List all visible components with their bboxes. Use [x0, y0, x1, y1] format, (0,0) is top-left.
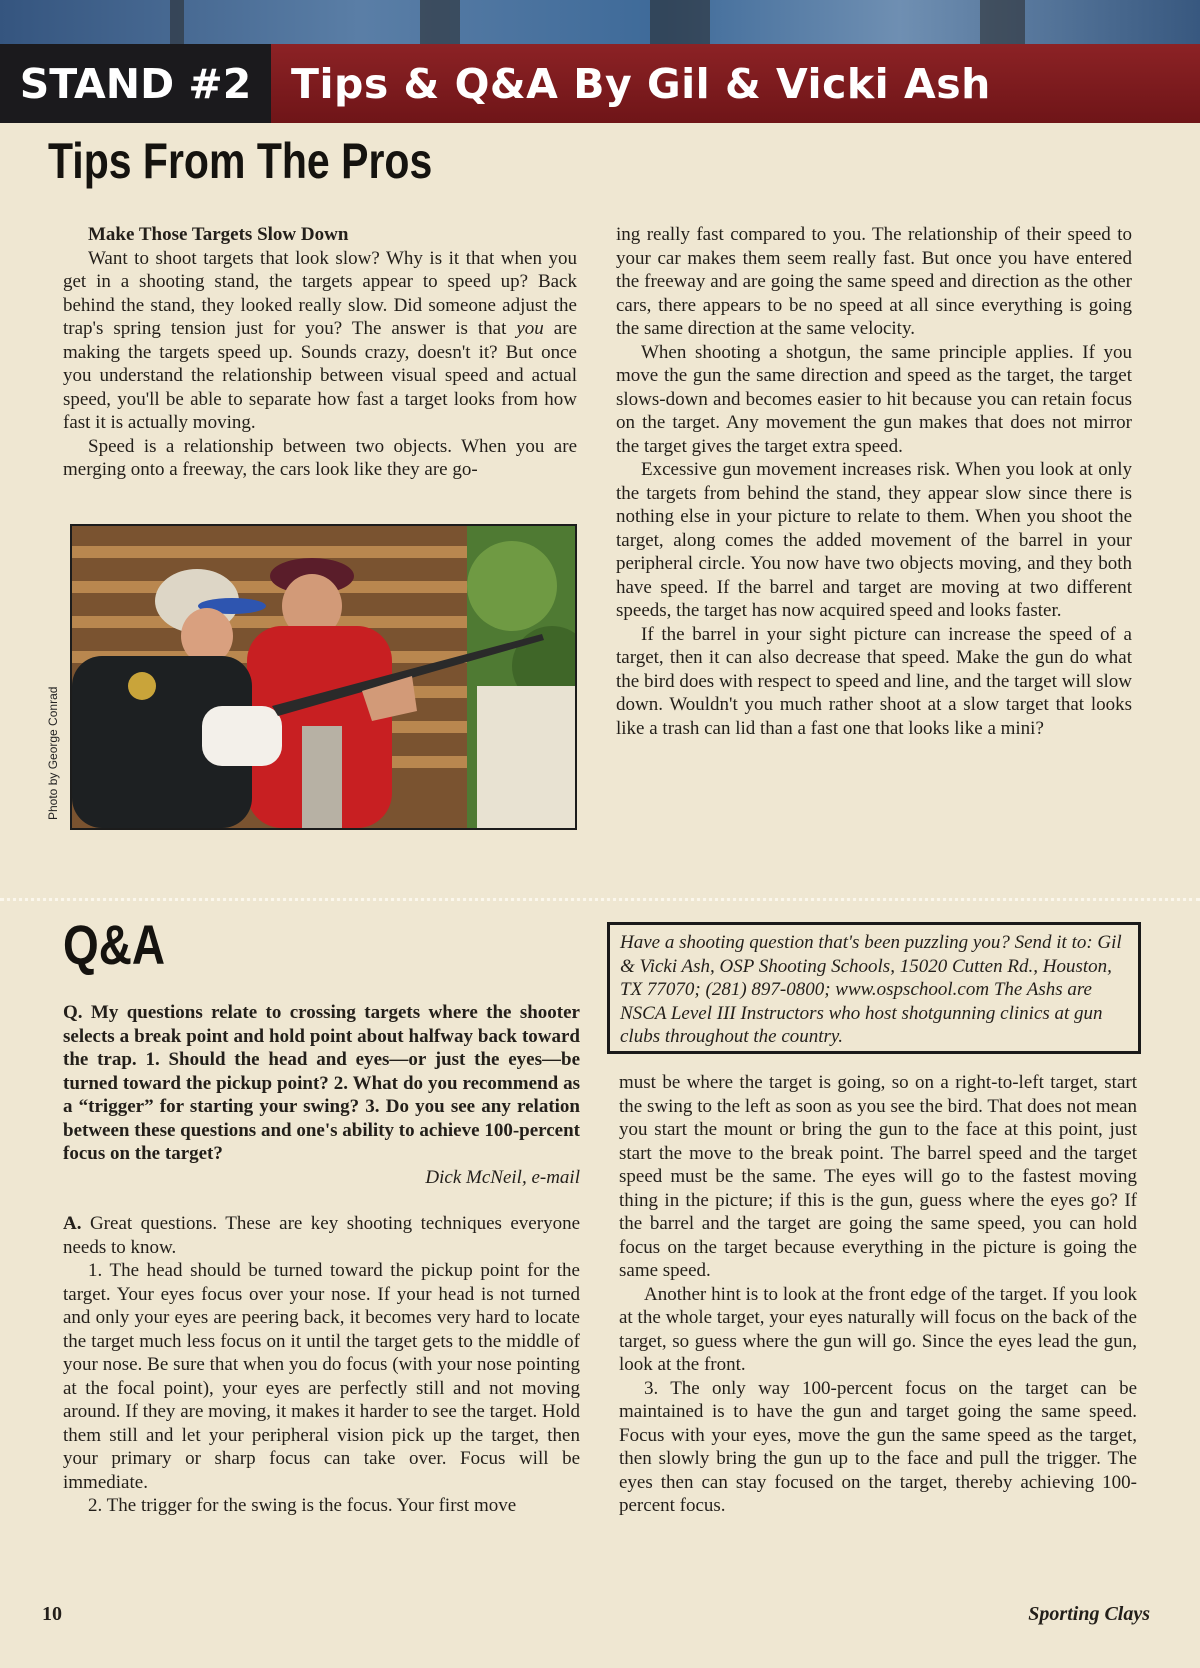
qa-heading: Q&A: [63, 913, 166, 976]
qa-answer-paragraph: 3. The only way 100-percent focus on the target can be maintained is to have the gun and target going the same speed. Focus with your eyes, move the gun the same speed as the target, then slowly bring the gun up to the face and pull the trigger. The eyes then can stay focused on the target, thereby achieving 100-percent focus.: [619, 1377, 1137, 1516]
column-title: Tips & Q&A By Gil & Vicki Ash: [291, 59, 991, 108]
section-divider: [0, 898, 1200, 901]
stand-label-block: [0, 44, 271, 123]
column-title-block: [271, 44, 1200, 123]
emphasis-you: you: [516, 318, 544, 339]
article-paragraph: Speed is a relationship between two objects. When you are merging onto a freeway, the cars look like they are go-: [63, 435, 577, 480]
qa-answer-intro: A. Great questions. These are key shooting techniques everyone needs to know.: [63, 1213, 580, 1258]
photo-credit: Photo by George Conrad: [46, 686, 60, 820]
article-paragraph: When shooting a shotgun, the same principle applies. If you move the gun the same direction and speed as the target, the target slows-down and becomes easier to hit because you can retain focus on the target. Any movement the gun makes that does not mirror the target gives the target extra speed.: [616, 341, 1132, 457]
article-photo: [70, 524, 577, 830]
qa-question: Q. My questions relate to crossing targets where the shooter selects a break point and hold point about halfway back toward the trap. 1. Should the head and eyes—or just the eyes—be turned toward the pickup point? 2. What do you recommend as a “trigger” for starting your swing? 3. Do you see any relation between these questions and one's ability to achieve 100-percent focus on the target?: [63, 1002, 580, 1164]
qa-answer-paragraph: Another hint is to look at the front edge of the target. If you look at the whole target, your eyes naturally will focus on the back of the target, so guess where the gun will go. Since the eyes lead the gun, look at the front.: [619, 1283, 1137, 1375]
article-paragraph: If the barrel in your sight picture can increase the speed of a target, then it can also decrease that speed. Make the gun do what the bird does with respect to speed and line, and the target will slow down. Wouldn't you much rather shoot at a slow target that looks like a trash can lid than a fast one that looks like a mini?: [616, 623, 1132, 739]
stand-label: STAND #2: [19, 59, 252, 108]
header-photo-strip: [0, 0, 1200, 44]
qa-answer-paragraph: must be where the target is going, so on a right-to-left target, start the swing to the left as soon as you see the bird. That does not mean you start the mount or bring the gun to the face at this point, just start the move to the break point. The barrel speed and the target speed must be the same. The eyes will go to the fastest moving thing in the picture; if this is the gun, guess where the eyes go? If the barrel and the target are going the same speed, you can hold focus on the target because everything in the picture is going the same speed.: [619, 1072, 1137, 1281]
qa-answer-paragraph: 2. The trigger for the swing is the focus. Your first move: [88, 1495, 517, 1516]
section-banner: [0, 44, 1200, 123]
article-right-column: [616, 223, 1132, 740]
qa-left-column: [63, 1001, 580, 1518]
article-left-column: [63, 223, 577, 482]
qa-answer-paragraph: 1. The head should be turned toward the pickup point for the target. Your eyes focus over your nose. If your head is not turned and only your eyes are peering back, it becomes very hard to locate the target much less focus on it until the target gets to the middle of your nose. Be sure that when you do focus (with your nose pointing at the focal point), your eyes are perfectly still and not moving around. If they are moving, it makes it harder to see the target. Hold them still and let your peripheral vision pick up the target, then your primary or sharp focus can take over. Focus will be immediate.: [63, 1260, 580, 1493]
article-paragraph: ing really fast compared to you. The relationship of their speed to your car makes them seem really fast. But once you have entered the freeway and are going the same speed and direction as the other cars, there appears to be no speed at all since everything is going the same direction at the same velocity.: [616, 224, 1132, 339]
article-paragraph: Want to shoot targets that look slow? Why is it that when you get in a shooting stand, the targets appear to speed up? Back behind the stand, they looked really slow. Did someone adjust the trap's spring tension just for you? The answer is that you are making the targets speed up. Sounds crazy, doesn't it? But once you understand the relationship between visual speed and actual speed, you'll be able to separate how fast a target looks from how fast it is actually moving.: [63, 247, 577, 433]
article-headline: Tips From The Pros: [48, 133, 433, 189]
magazine-name: Sporting Clays: [1028, 1603, 1150, 1625]
article-subhead: Make Those Targets Slow Down: [88, 224, 349, 245]
qa-signature: Dick McNeil, e-mail: [425, 1166, 580, 1188]
article-paragraph: Excessive gun movement increases risk. When you look at only the targets from behind the stand, they appear slow since there is nothing else in your picture to relate to them. When you shoot the target, along comes the added movement of the barrel in your peripheral circle. You now have two objects moving, and they both have speed. If the barrel and target are moving at two different speeds, the target has now acquired speed and looks faster.: [616, 459, 1132, 621]
submission-info-box: Have a shooting question that's been puzzling you? Send it to: Gil & Vicki Ash, OSP Shooting Schools, 15020 Cutten Rd., Houston, TX 77070; (281) 897-0800; www.ospschool.com The Ashs are NSCA Level III Instructors who host shotgunning clinics at gun clubs throughout the country.: [607, 922, 1141, 1054]
qa-right-column: [619, 1071, 1137, 1518]
page-number: 10: [42, 1603, 62, 1625]
